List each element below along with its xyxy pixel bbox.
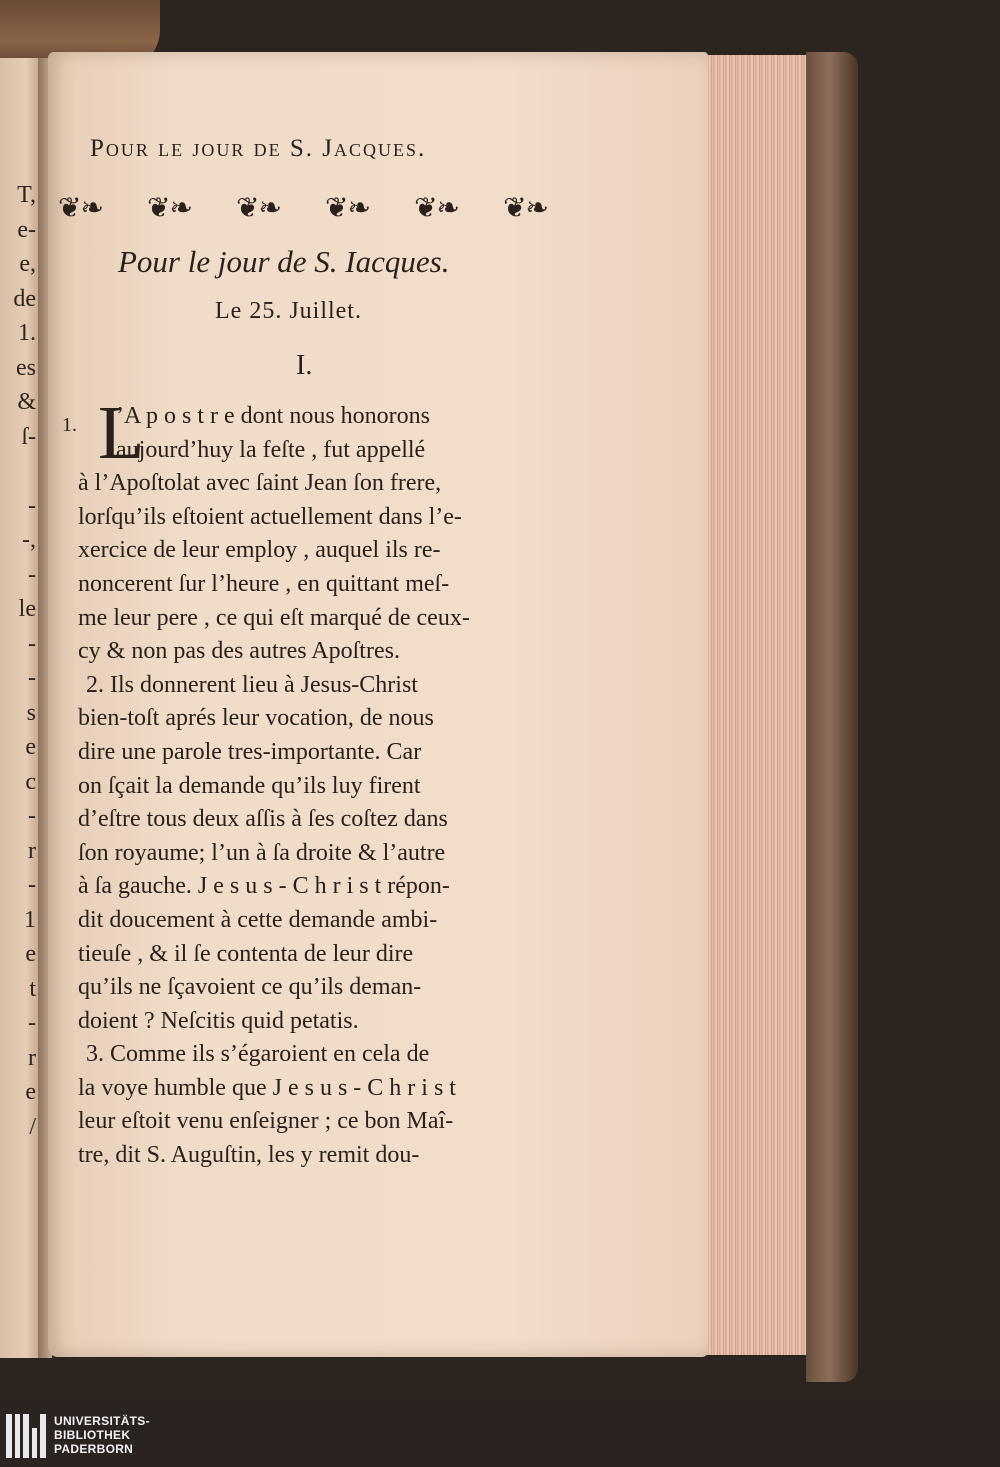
left-page-fragment: T,: [17, 182, 36, 208]
library-logo-line2: BIBLIOTHEK: [54, 1428, 131, 1442]
page-title: Pour le jour de S. Iacques.: [118, 244, 450, 279]
book-cover-right: [806, 52, 858, 1382]
text-line: ſon royaume; l’un à ſa droite & l’autre: [78, 839, 446, 866]
left-page-fragment: de: [13, 285, 36, 312]
left-page-fragments: [0, 178, 40, 1144]
text-line: lorſqu’ils eſtoient actuellement dans l’e-: [78, 503, 462, 530]
left-page-fragment: -: [28, 1010, 36, 1036]
ornament-glyph: ❦❧: [325, 193, 370, 224]
text-line: d’eſtre tous deux aſſis à ſes coſtez dans: [78, 806, 448, 833]
text-line: bien-toſt aprés leur vocation, de nous: [78, 705, 434, 732]
left-page-fragment: -: [28, 561, 36, 588]
ornament-glyph: ❦❧: [236, 193, 281, 224]
ornament-border: [58, 190, 548, 226]
ornament-glyph: ❦❧: [58, 193, 103, 224]
drop-cap: L: [98, 391, 145, 475]
left-page-fragment: -: [28, 492, 36, 519]
left-page-fragment: le: [18, 596, 36, 622]
left-page-fragment: e: [25, 734, 36, 760]
running-head: Pour le jour de S. Jacques.: [90, 135, 427, 162]
text-line: me leur pere , ce qui eſt marqué de ceux-: [78, 604, 470, 631]
text-line: qu’ils ne ſçavoient ce qu’ils deman-: [78, 974, 422, 1001]
text-line: à l’Apoſtolat avec ſaint Jean ſon frere,: [78, 470, 442, 497]
left-page-fragment: 1: [24, 906, 36, 933]
left-page-fragment: /: [29, 1113, 36, 1140]
text-line: 3. Comme ils s’égaroient en cela de: [86, 1041, 430, 1068]
text-line: aujourd’huy la feſte , fut appellé: [116, 436, 426, 463]
library-logo-text: [54, 1414, 150, 1456]
text-line: la voye humble que J e s u s - C h r i s t: [78, 1074, 456, 1101]
ornament-glyph: ❦❧: [414, 193, 459, 224]
text-line: xercice de leur employ , auquel ils re-: [78, 537, 441, 564]
ornament-glyph: ❦❧: [503, 193, 548, 224]
text-line: dit doucement à cette demande ambi-: [78, 906, 438, 933]
ornament-glyph: ❦❧: [147, 193, 192, 224]
left-page-fragment: es: [16, 354, 36, 381]
text-line: 2. Ils donnerent lieu à Jesus-Christ: [86, 671, 418, 698]
feast-date: Le 25. Juillet.: [215, 298, 362, 324]
left-page-fragment: s: [26, 699, 36, 726]
left-page-fragment: c: [25, 768, 36, 795]
library-logo-line3: PADERBORN: [54, 1442, 134, 1456]
text-line: on ſçait la demande qu’ils luy firent: [78, 772, 421, 799]
left-page-fragment: e: [25, 941, 36, 967]
text-line: tre, dit S. Auguſtin, les y remit dou-: [78, 1142, 420, 1169]
left-page-fragment: -: [28, 803, 36, 829]
text-line: dire une parole tres-importante. Car: [78, 738, 422, 765]
page-edges: [700, 55, 815, 1355]
left-page-fragment: -,: [22, 527, 36, 553]
text-line: doient ? Neſcitis quid petatis.: [78, 1007, 359, 1034]
left-page-fragment: ſ-: [21, 423, 36, 450]
library-logo-line1: UNIVERSITÄTS-: [54, 1414, 150, 1428]
left-page-fragment: &: [17, 389, 36, 415]
left-page-fragment: 1.: [18, 320, 36, 346]
body-text: [58, 391, 568, 1173]
left-page-fragment: e: [25, 1079, 36, 1105]
library-logo: [0, 1412, 150, 1462]
text-line: noncerent ſur l’heure , en quittant meſ-: [78, 570, 450, 597]
left-page-fragment: r: [28, 1044, 36, 1071]
text-line: ’A p o s t r e dont nous honorons: [116, 403, 430, 429]
text-line: leur eſtoit venu enſeigner ; ce bon Maî-: [78, 1108, 454, 1135]
left-page-fragment: -: [28, 872, 36, 898]
left-page-fragment: -: [28, 630, 36, 657]
left-page-fragment: t: [29, 975, 36, 1002]
left-page-fragment: e-: [17, 216, 36, 243]
left-page-fragment: [0, 454, 40, 489]
left-page-fragment: r: [28, 837, 36, 864]
left-page-fragment: -: [28, 665, 36, 691]
library-logo-icon: [6, 1414, 46, 1458]
text-line: tieuſe , & il ſe contenta de leur dire: [78, 940, 414, 967]
text-line: à ſa gauche. J e s u s - C h r i s t répon-: [78, 873, 450, 900]
left-page-fragment: e,: [19, 251, 36, 277]
text-line: cy & non pas des autres Apoſtres.: [78, 638, 400, 665]
marginal-number: 1.: [62, 414, 77, 436]
section-numeral: I.: [296, 350, 313, 381]
